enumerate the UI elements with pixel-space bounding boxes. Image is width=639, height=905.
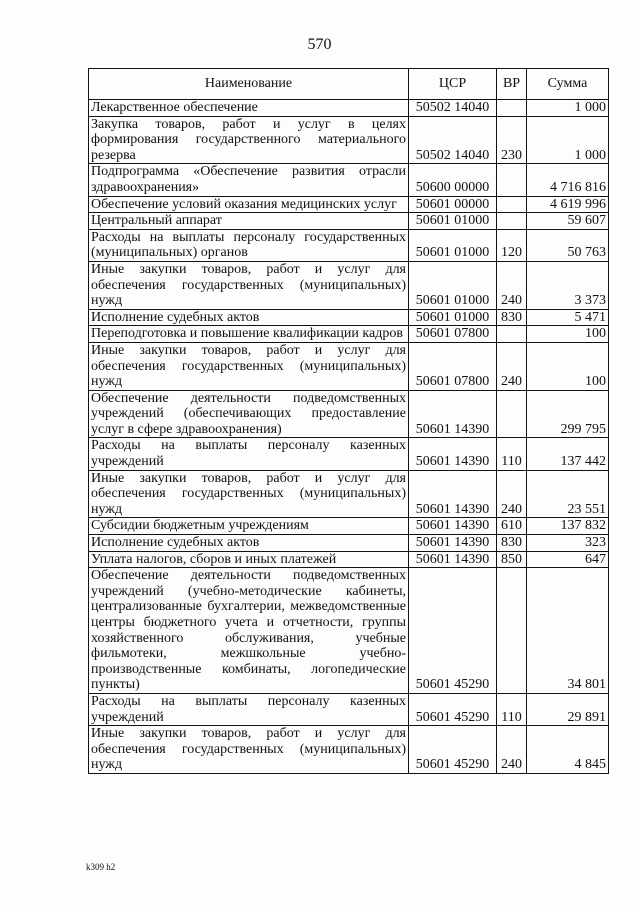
vr-cell: 230 (497, 116, 527, 164)
table-row (89, 229, 609, 261)
table-row (89, 726, 609, 774)
name-cell: Исполнение судебных актов (89, 309, 409, 326)
header-name: Наименование (89, 69, 409, 100)
csr-cell: 50601 14390 (409, 551, 497, 568)
csr-cell: 50601 01000 (409, 261, 497, 309)
name-cell: Обеспечение деятельности подведомственных учреждений (обеспечивающих предоставление услуг в сфере здравоохранения) (89, 390, 409, 438)
sum-cell: 137 442 (527, 438, 609, 470)
vr-cell: 240 (497, 261, 527, 309)
csr-cell: 50601 07800 (409, 326, 497, 343)
vr-cell (497, 326, 527, 343)
sum-cell: 1 000 (527, 116, 609, 164)
name-cell: Подпрограмма «Обеспечение развития отрасли здравоохранения» (89, 164, 409, 196)
table-row (89, 100, 609, 117)
name-cell: Иные закупки товаров, работ и услуг для обеспечения государственных (муниципальных) нужд (89, 342, 409, 390)
name-cell: Иные закупки товаров, работ и услуг для обеспечения государственных (муниципальных) нужд (89, 726, 409, 774)
table-row (89, 309, 609, 326)
page-number: 570 (307, 36, 332, 53)
vr-cell (497, 568, 527, 694)
header-csr: ЦСР (409, 69, 497, 100)
vr-cell: 240 (497, 470, 527, 518)
table-row (89, 470, 609, 518)
name-cell: Иные закупки товаров, работ и услуг для обеспечения государственных (муниципальных) нужд (89, 470, 409, 518)
name-cell: Лекарственное обеспечение (89, 100, 409, 117)
csr-cell: 50601 00000 (409, 196, 497, 213)
table-row (89, 568, 609, 694)
csr-cell: 50601 14390 (409, 390, 497, 438)
table-row (89, 261, 609, 309)
sum-cell: 5 471 (527, 309, 609, 326)
sum-cell: 23 551 (527, 470, 609, 518)
vr-cell (497, 100, 527, 117)
csr-cell: 50601 14390 (409, 535, 497, 552)
table-row (89, 438, 609, 470)
table-row (89, 213, 609, 230)
vr-cell (497, 213, 527, 230)
sum-cell: 59 607 (527, 213, 609, 230)
csr-cell: 50601 01000 (409, 213, 497, 230)
budget-table (88, 68, 609, 774)
table-row (89, 518, 609, 535)
table-row (89, 326, 609, 343)
table-row (89, 693, 609, 725)
sum-cell: 647 (527, 551, 609, 568)
table-row (89, 551, 609, 568)
csr-cell: 50601 07800 (409, 342, 497, 390)
vr-cell: 850 (497, 551, 527, 568)
table-row (89, 196, 609, 213)
sum-cell: 34 801 (527, 568, 609, 694)
csr-cell: 50601 45290 (409, 693, 497, 725)
csr-cell: 50601 01000 (409, 309, 497, 326)
name-cell: Закупка товаров, работ и услуг в целях формирования государственного материального резерва (89, 116, 409, 164)
name-cell: Обеспечение деятельности подведомственных учреждений (учебно-методические кабинеты, централизованные бухгалтерии, межведомственные центры бюджетного учета и отчетности, группы хозяйственного обслуживания, учебные фильмотеки, межшкольные учебно-производственные комбинаты, логопедические пункты) (89, 568, 409, 694)
sum-cell: 137 832 (527, 518, 609, 535)
vr-cell (497, 196, 527, 213)
name-cell: Субсидии бюджетным учреждениям (89, 518, 409, 535)
vr-cell: 110 (497, 438, 527, 470)
csr-cell: 50502 14040 (409, 100, 497, 117)
sum-cell: 3 373 (527, 261, 609, 309)
csr-cell: 50601 14390 (409, 518, 497, 535)
footer-code: k309 h2 (86, 862, 116, 872)
vr-cell (497, 390, 527, 438)
name-cell: Расходы на выплаты персоналу казенных учреждений (89, 438, 409, 470)
name-cell: Центральный аппарат (89, 213, 409, 230)
vr-cell: 830 (497, 535, 527, 552)
csr-cell: 50601 45290 (409, 726, 497, 774)
sum-cell: 4 716 816 (527, 164, 609, 196)
vr-cell: 610 (497, 518, 527, 535)
vr-cell: 830 (497, 309, 527, 326)
sum-cell: 29 891 (527, 693, 609, 725)
header-sum: Сумма (527, 69, 609, 100)
csr-cell: 50600 00000 (409, 164, 497, 196)
vr-cell: 120 (497, 229, 527, 261)
name-cell: Иные закупки товаров, работ и услуг для обеспечения государственных (муниципальных) нужд (89, 261, 409, 309)
sum-cell: 323 (527, 535, 609, 552)
table-row (89, 390, 609, 438)
table-row (89, 342, 609, 390)
csr-cell: 50601 45290 (409, 568, 497, 694)
csr-cell: 50601 14390 (409, 470, 497, 518)
name-cell: Расходы на выплаты персоналу казенных учреждений (89, 693, 409, 725)
table-row (89, 116, 609, 164)
name-cell: Исполнение судебных актов (89, 535, 409, 552)
csr-cell: 50601 01000 (409, 229, 497, 261)
sum-cell: 1 000 (527, 100, 609, 117)
sum-cell: 4 619 996 (527, 196, 609, 213)
csr-cell: 50502 14040 (409, 116, 497, 164)
sum-cell: 50 763 (527, 229, 609, 261)
sum-cell: 299 795 (527, 390, 609, 438)
csr-cell: 50601 14390 (409, 438, 497, 470)
sum-cell: 100 (527, 326, 609, 343)
sum-cell: 4 845 (527, 726, 609, 774)
table-row (89, 164, 609, 196)
table-body (89, 100, 609, 774)
vr-cell (497, 164, 527, 196)
header-vr: ВР (497, 69, 527, 100)
table-header-row (89, 69, 609, 100)
vr-cell: 240 (497, 726, 527, 774)
name-cell: Уплата налогов, сборов и иных платежей (89, 551, 409, 568)
vr-cell: 110 (497, 693, 527, 725)
table-row (89, 535, 609, 552)
sum-cell: 100 (527, 342, 609, 390)
name-cell: Переподготовка и повышение квалификации кадров (89, 326, 409, 343)
name-cell: Обеспечение условий оказания медицинских услуг (89, 196, 409, 213)
vr-cell: 240 (497, 342, 527, 390)
name-cell: Расходы на выплаты персоналу государственных (муниципальных) органов (89, 229, 409, 261)
